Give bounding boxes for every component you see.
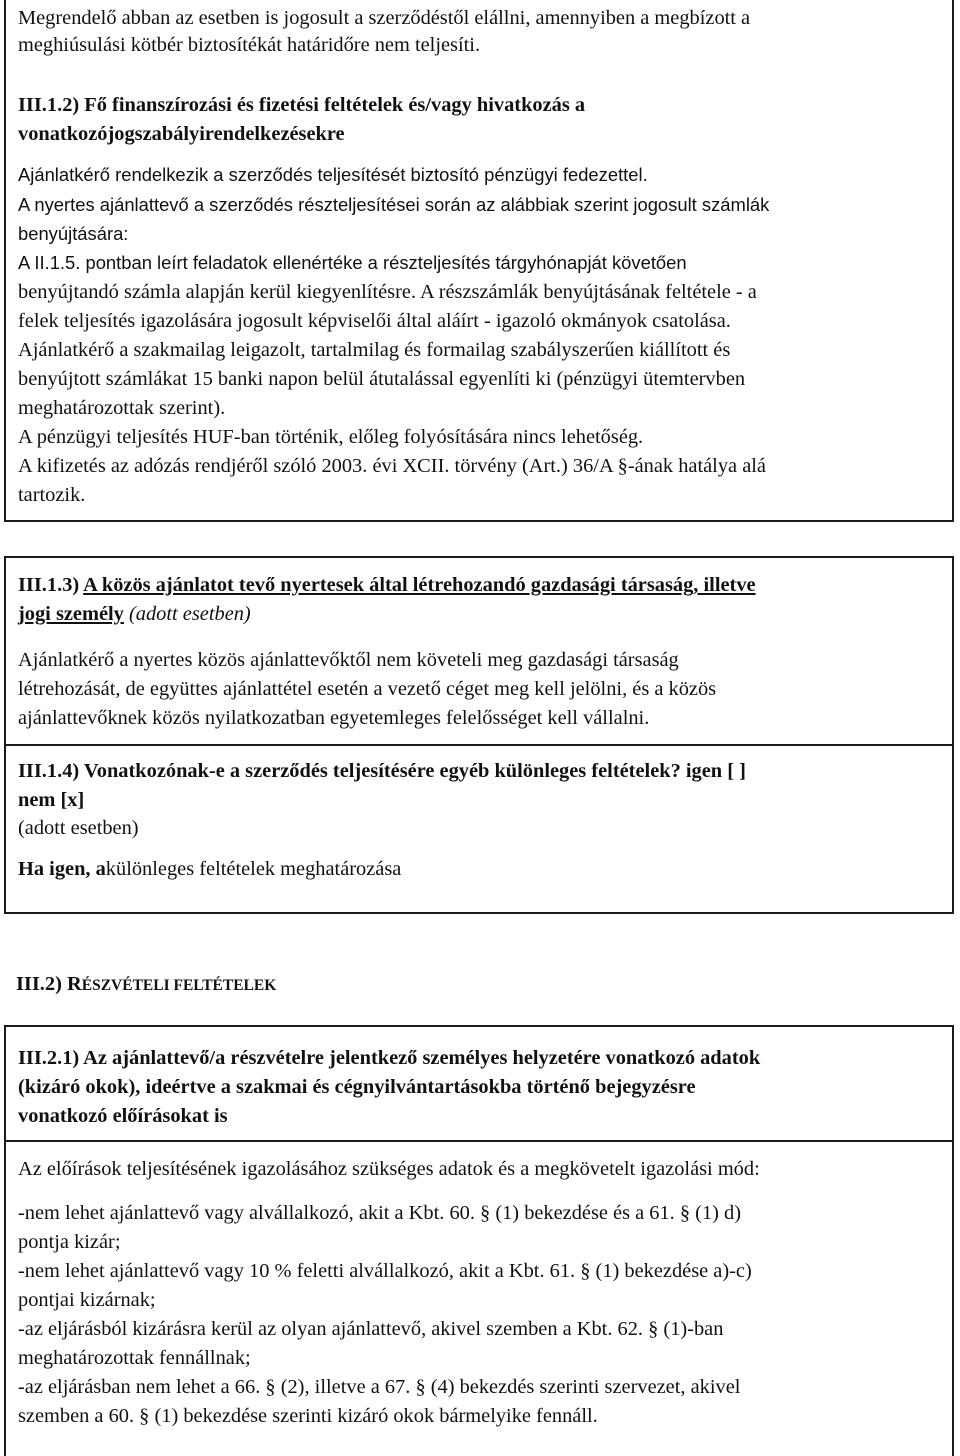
joint-bid-box bbox=[4, 556, 954, 914]
item-line-7: -az eljárásban nem lehet a 66. § (2), illetve a 67. § (4) bekezdés szerinti szervezet, akivel bbox=[18, 1376, 741, 1398]
body-line-8: A kifizetés az adózás rendjéről szóló 2003. évi XCII. törvény (Art.) 36/A §-ának hatálya alá bbox=[18, 455, 766, 477]
body-line-2: benyújtandó számla alapján kerül kiegyenlítésre. A részszámlák benyújtásának feltétele - a bbox=[18, 281, 757, 303]
s3-body-line-1: Ajánlatkérő a nyertes közös ajánlattevőktől nem követeli meg gazdasági társaság bbox=[18, 649, 679, 671]
divider bbox=[6, 744, 952, 746]
payment-terms-box bbox=[4, 0, 954, 522]
item-line-1: -nem lehet ajánlattevő vagy alvállalkozó, akit a Kbt. 60. § (1) bekezdése és a 61. § (1) d) bbox=[18, 1202, 742, 1224]
invoicing-line-1: A nyertes ajánlattevő a szerződés részteljesítései során az alábbiak szerint jogosult számlák bbox=[18, 194, 770, 215]
s3-heading-line-2 bbox=[18, 600, 251, 628]
exclusion-grounds-box bbox=[4, 1025, 954, 1456]
item-line-4: pontjai kizárnak; bbox=[18, 1289, 156, 1311]
section-heading-line-2: vonatkozójogszabályirendelkezésekre bbox=[18, 123, 345, 145]
invoicing-line-2: benyújtására: bbox=[18, 223, 129, 244]
s3-number: III.1.3) bbox=[18, 574, 84, 596]
section-heading-line-1: III.1.2) Fő finanszírozási és fizetési feltételek és/vagy hivatkozás a bbox=[18, 94, 586, 116]
title-number: III.2) bbox=[16, 973, 67, 995]
item-line-2: pontja kizár; bbox=[18, 1231, 121, 1253]
s4-if-label: Ha igen, a bbox=[18, 858, 106, 880]
body-line-4: Ajánlatkérő a szakmailag leigazolt, tartalmilag és formailag szabályszerűen kiállított és bbox=[18, 339, 731, 361]
intro-line-1: Megrendelő abban az esetben is jogosult a szerződéstől elállni, amennyiben a megbízott a bbox=[18, 7, 751, 29]
s21-heading-line-2: (kizáró okok), ideértve a szakmai és cégnyilvántartásokba történő bejegyzésre bbox=[18, 1076, 696, 1098]
item-line-5: -az eljárásból kizárásra kerül az olyan ajánlattevő, akivel szemben a Kbt. 62. § (1)-ban bbox=[18, 1318, 724, 1340]
s21-heading-line-3: vonatkozó előírásokat is bbox=[18, 1105, 228, 1127]
body-line-6: meghatározottak szerint). bbox=[18, 397, 226, 419]
s4-qualifier: (adott esetben) bbox=[18, 817, 139, 839]
item-line-3: -nem lehet ajánlattevő vagy 10 % feletti alvállalkozó, akit a Kbt. 61. § (1) bekezdése a)-c) bbox=[18, 1260, 752, 1282]
s4-if-text: különleges feltételek meghatározása bbox=[105, 858, 402, 880]
s3-body-line-3: ajánlattevőknek közös nyilatkozatban egyetemleges felelősséget kell vállalni. bbox=[18, 707, 650, 729]
divider-2 bbox=[6, 1140, 952, 1142]
s4-if-line bbox=[18, 855, 401, 883]
reference-text: A II.1.5. pontban leírt feladatok ellenértéke a részteljesítés tárgyhónapját követően bbox=[18, 252, 687, 273]
s4-heading-line-1: III.1.4) Vonatkozónak-e a szerződés teljesítésére egyéb különleges feltételek? igen [ ] bbox=[18, 760, 746, 782]
s3-title-part-1: A közös ajánlatot tevő nyertesek által létrehozandó gazdasági társaság, illetve bbox=[83, 574, 756, 596]
reference-line bbox=[18, 249, 687, 277]
body-line-3: felek teljesítés igazolására jogosult képviselői által aláírt - igazoló okmányok csatolása. bbox=[18, 310, 731, 332]
intro-line-2: meghiúsulási kötbér biztosítékát határidőre nem teljesíti. bbox=[18, 34, 481, 56]
s4-heading-line-2: nem [x] bbox=[18, 789, 85, 811]
s21-heading-line-1: III.2.1) Az ajánlattevő/a részvételre jelentkező személyes helyzetére vonatkozó adatok bbox=[18, 1047, 761, 1069]
participation-conditions-title bbox=[16, 970, 276, 1000]
item-line-8: szemben a 60. § (1) bekezdése szerinti kizáró okok bármelyike fennáll. bbox=[18, 1405, 598, 1427]
title-initial: R bbox=[67, 973, 82, 995]
s21-intro: Az előírások teljesítésének igazolásához szükséges adatok és a megkövetelt igazolási mód: bbox=[18, 1158, 760, 1180]
body-line-7: A pénzügyi teljesítés HUF-ban történik, előleg folyósítására nincs lehetőség. bbox=[18, 426, 644, 448]
s3-heading-line-1 bbox=[18, 571, 756, 599]
title-rest: ÉSZVÉTELI FELTÉTELEK bbox=[81, 977, 277, 994]
funding-line: Ajánlatkérő rendelkezik a szerződés teljesítését biztosító pénzügyi fedezettel. bbox=[18, 164, 648, 185]
s3-qualifier: (adott esetben) bbox=[123, 603, 251, 625]
s3-body-line-2: létrehozását, de együttes ajánlattétel esetén a vezető céget meg kell jelölni, és a közös bbox=[18, 678, 717, 700]
body-line-5: benyújtott számlákat 15 banki napon belül átutalással egyenlíti ki (pénzügyi ütemtervben bbox=[18, 368, 746, 390]
item-line-6: meghatározottak fennállnak; bbox=[18, 1347, 251, 1369]
s3-title-part-2: jogi személy bbox=[18, 603, 124, 625]
body-line-9: tartozik. bbox=[18, 484, 86, 506]
